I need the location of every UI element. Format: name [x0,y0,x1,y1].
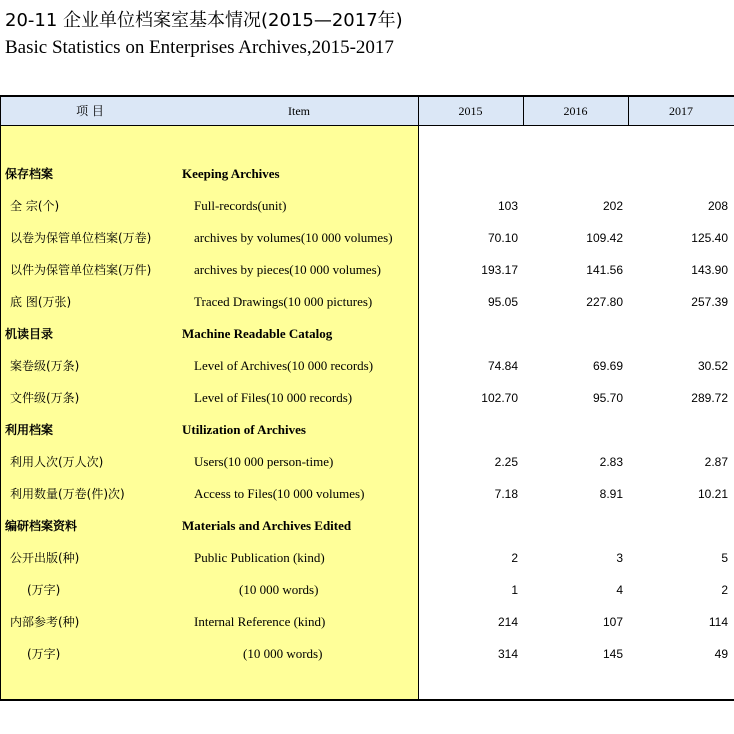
row-label-cn: 公开出版(种) [10,551,80,565]
value-2017: 143.90 [691,263,728,277]
value-2015: 103 [497,199,518,213]
value-2015: 70.10 [487,231,518,245]
row-label-cn: 以卷为保管单位档案(万卷) [10,231,152,245]
table-row [0,230,734,262]
row-label-en: Public Publication (kind) [194,550,325,565]
title-english: Basic Statistics on Enterprises Archives,2015-2017 [5,37,394,58]
row-label-en: Utilization of Archives [182,422,306,437]
row-label-cn: (万字) [27,583,61,597]
value-2016: 4 [616,583,623,597]
table-row [0,486,734,518]
value-2015: 214 [497,615,518,629]
row-label-cn: 案卷级(万条) [10,359,80,373]
row-label-en: Users(10 000 person-time) [194,454,334,469]
table-row [0,454,734,486]
row-label-en: (10 000 words) [239,582,319,597]
row-label-cn: 机读目录 [5,327,54,341]
header-item-en: Item [288,104,310,118]
header-year-2016: 2016 [563,104,588,118]
value-2016: 202 [602,199,623,213]
value-2016: 3 [616,551,623,565]
value-2017: 2 [721,583,728,597]
row-label-cn: 编研档案资料 [5,519,78,533]
row-label-en: (10 000 words) [243,646,323,661]
value-2015: 95.05 [487,295,518,309]
value-2017: 208 [707,199,728,213]
table-row [0,646,734,678]
header-item-cn: 项 目 [76,104,104,118]
table-row [0,198,734,230]
table-row [0,614,734,646]
row-label-cn: 以件为保管单位档案(万件) [10,263,152,277]
row-label-en: Level of Files(10 000 records) [194,390,353,405]
value-2016: 145 [602,647,623,661]
header-year-2015: 2015 [458,104,483,118]
title-chinese: 20-11 企业单位档案室基本情况(2015—2017年) [5,10,403,31]
value-2016: 2.83 [599,455,623,469]
row-label-en: archives by volumes(10 000 volumes) [194,230,393,245]
value-2017: 289.72 [691,391,728,405]
row-label-cn: 底 图(万张) [10,295,72,309]
table-row [0,550,734,582]
row-label-en: Internal Reference (kind) [194,614,326,629]
value-2017: 30.52 [697,359,728,373]
row-label-cn: (万字) [27,647,61,661]
section-row [0,166,734,198]
row-label-en: archives by pieces(10 000 volumes) [194,262,382,277]
value-2016: 141.56 [586,263,623,277]
table-row [0,582,734,614]
row-label-en: Level of Archives(10 000 records) [194,358,374,373]
row-label-en: Keeping Archives [182,166,280,181]
value-2016: 8.91 [599,487,623,501]
value-2015: 2 [511,551,518,565]
row-label-cn: 利用数量(万卷(件)次) [10,487,125,501]
value-2015: 74.84 [487,359,518,373]
value-2016: 227.80 [586,295,623,309]
row-label-cn: 利用人次(万人次) [10,455,104,469]
row-label-en: Machine Readable Catalog [182,326,333,341]
row-label-en: Full-records(unit) [194,198,287,213]
header-rule [0,125,734,126]
value-2016: 109.42 [586,231,623,245]
section-row [0,326,734,358]
row-label-cn: 内部参考(种) [10,615,80,629]
value-2017: 114 [708,615,728,629]
value-2017: 2.87 [704,455,728,469]
value-2017: 125.40 [691,231,728,245]
table-row [0,262,734,294]
row-label-cn: 文件级(万条) [10,391,80,405]
value-2017: 5 [721,551,728,565]
value-2017: 49 [714,647,728,661]
statistics-table [0,95,734,701]
value-2015: 7.18 [494,487,518,501]
value-2015: 193.17 [481,263,518,277]
row-label-en: Materials and Archives Edited [182,518,352,533]
row-label-en: Access to Files(10 000 volumes) [194,486,365,501]
value-2015: 102.70 [481,391,518,405]
section-row [0,422,734,454]
section-row [0,518,734,550]
header-year-2017: 2017 [669,104,693,118]
row-label-en: Traced Drawings(10 000 pictures) [194,294,373,309]
bottom-rule [0,699,734,701]
table-row [0,294,734,326]
row-label-cn: 保存档案 [5,167,54,181]
value-2015: 2.25 [494,455,518,469]
row-label-cn: 利用档案 [5,423,54,437]
table-row [0,358,734,390]
table-row [0,390,734,422]
value-2017: 257.39 [691,295,728,309]
value-2017: 10.21 [697,487,728,501]
value-2015: 314 [497,647,518,661]
value-2016: 95.70 [592,391,623,405]
value-2016: 69.69 [592,359,623,373]
value-2016: 107 [602,615,623,629]
value-2015: 1 [511,583,518,597]
row-label-cn: 全 宗(个) [10,199,60,213]
